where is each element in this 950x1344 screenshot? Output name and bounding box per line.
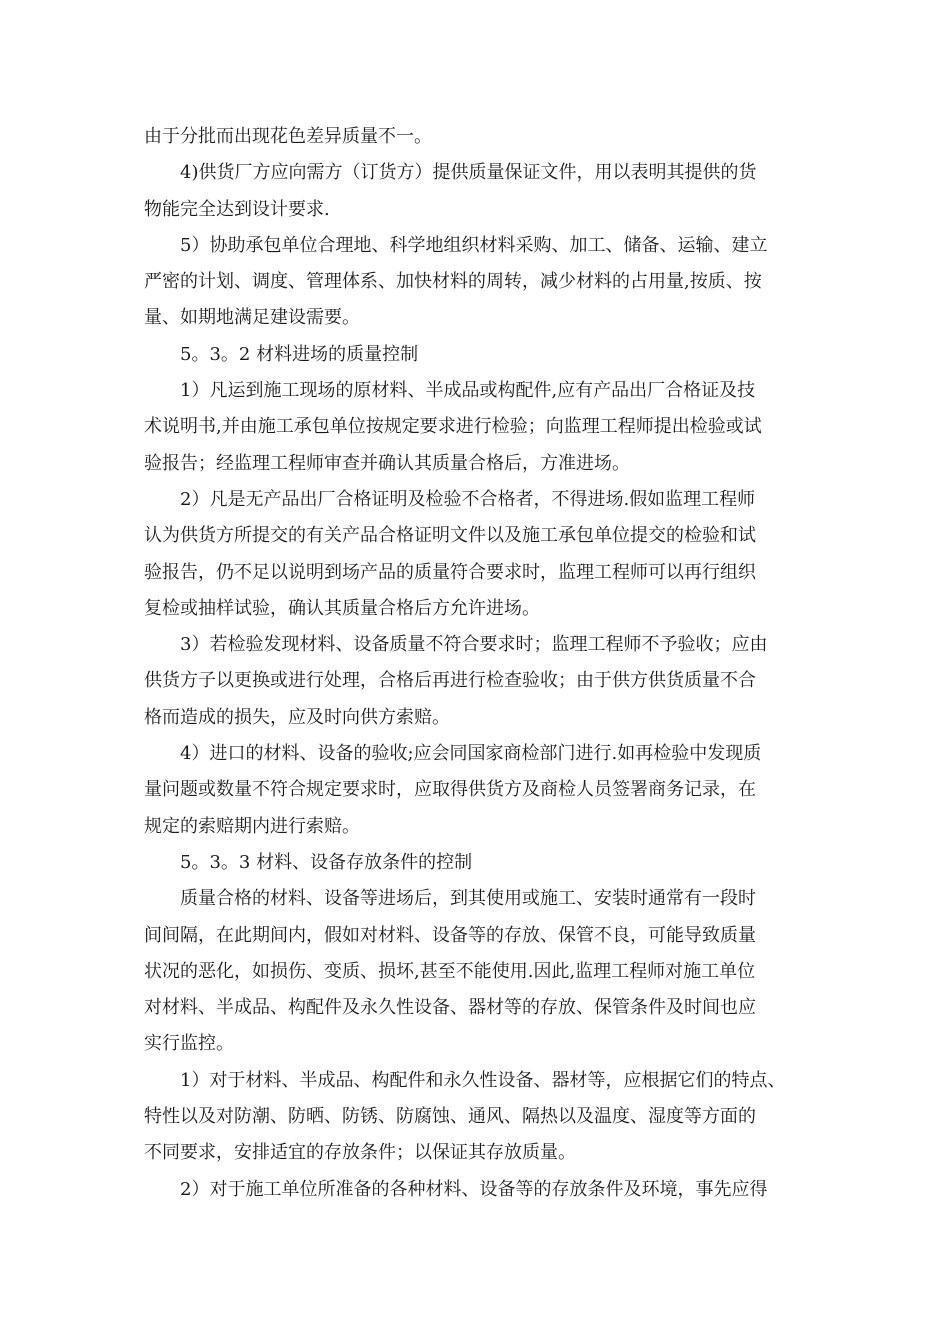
paragraph-line: 规定的索赔期内进行索赔。 (144, 815, 360, 837)
paragraph-line: 状况的恶化，如损伤、变质、损坏,甚至不能使用.因此,监理工程师对施工单位 (144, 960, 756, 982)
paragraph-line: 量、如期地满足建设需要。 (144, 307, 360, 329)
paragraph-first-line: 2）对于施工单位所准备的各种材料、设备等的存放条件及环境，事先应得 (180, 1178, 768, 1200)
paragraph-line: 验报告，仍不足以说明到场产品的质量符合要求时，监理工程师可以再行组织 (144, 561, 756, 583)
paragraph-line: 由于分批而出现花色差异质量不一。 (144, 126, 432, 147)
paragraph-first-line: 4)供货厂方应向需方（订货方）提供质量保证文件，用以表明其提供的货 (180, 162, 757, 184)
paragraph-line: 物能完全达到设计要求. (144, 198, 330, 220)
paragraph-first-line: 1）凡运到施工现场的原材料、半成品或构配件,应有产品出厂合格证及技 (180, 380, 756, 402)
paragraph-first-line: 2）凡是无产品出厂合格证明及检验不合格者，不得进场.假如监理工程师 (180, 488, 756, 510)
paragraph-line: 格而造成的损失，应及时向供方索赔。 (144, 706, 450, 728)
paragraph-first-line: 4）进口的材料、设备的验收;应会同国家商检部门进行.如再检验中发现质 (180, 743, 762, 765)
paragraph-line: 严密的计划、调度、管理体系、加快材料的周转，减少材料的占用量,按质、按 (144, 271, 762, 293)
paragraph-line: 对材料、半成品、构配件及永久性设备、器材等的存放、保管条件及时间也应 (144, 997, 756, 1019)
document-body (144, 119, 824, 1208)
paragraph-first-line: 5。3。3 材料、设备存放条件的控制 (180, 851, 473, 873)
paragraph-first-line: 1）对于材料、半成品、构配件和永久性设备、器材等，应根据它们的特点、 (180, 1069, 786, 1091)
paragraph-line: 验报告；经监理工程师审查并确认其质量合格后，方准进场。 (144, 452, 630, 474)
paragraph-line: 量问题或数量不符合规定要求时，应取得供货方及商检人员签署商务记录，在 (144, 779, 756, 801)
paragraph-first-line: 5）协助承包单位合理地、科学地组织材料采购、加工、储备、运输、建立 (180, 234, 768, 256)
paragraph-first-line: 3）若检验发现材料、设备质量不符合要求时；监理工程师不予验收；应由 (180, 634, 768, 656)
paragraph-line: 术说明书,并由施工承包单位按规定要求进行检验；向监理工程师提出检验或试 (144, 416, 762, 438)
paragraph-line: 供货方子以更换或进行处理，合格后再进行检查验收；由于供方供货质量不合 (144, 670, 756, 692)
paragraph-first-line: 质量合格的材料、设备等进场后，到其使用或施工、安装时通常有一段时 (180, 888, 756, 910)
paragraph-line: 间间隔，在此期间内，假如对材料、设备等的存放、保管不良，可能导致质量 (144, 924, 756, 946)
paragraph-line: 复检或抽样试验，确认其质量合格后方允许进场。 (144, 597, 540, 619)
paragraph-line: 认为供货方所提交的有关产品合格证明文件以及施工承包单位提交的检验和试 (144, 525, 756, 547)
paragraph-line: 不同要求，安排适宜的存放条件；以保证其存放质量。 (144, 1142, 576, 1164)
paragraph-line: 特性以及对防潮、防晒、防锈、防腐蚀、通风、隔热以及温度、湿度等方面的 (144, 1106, 756, 1128)
paragraph-first-line: 5。3。2 材料进场的质量控制 (180, 343, 419, 365)
paragraph-line: 实行监控。 (144, 1033, 234, 1055)
